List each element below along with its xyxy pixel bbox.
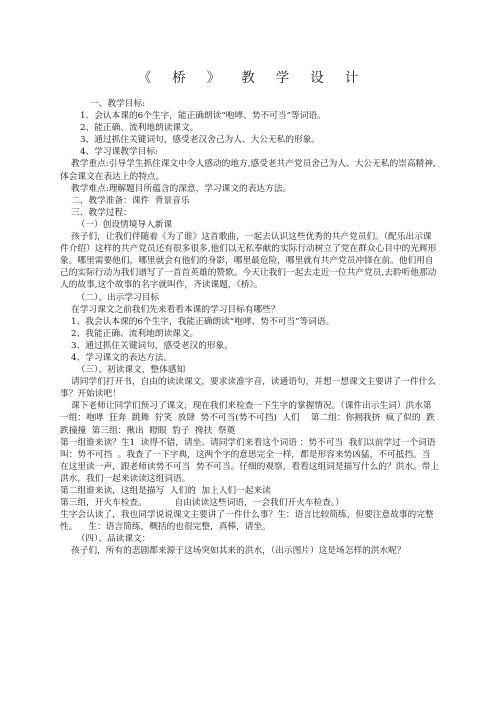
paragraph: 2、能正确、流利地朗读课文。 <box>80 123 199 134</box>
paragraph: （一）创设情境导入新课 <box>60 219 173 230</box>
paragraph: 生字会认读了，我也同学说说课文主要讲了一件什么事？生：语言比较简练，但要注意故事的完整性。 生：语言简练，概括的也很完整，真棒，请坐。 <box>60 510 434 533</box>
paragraph: 1、会认本课的6个生字，能正确朗读“咆哮、势不可当”等词语。 <box>80 111 326 122</box>
paragraph: 孩子们，所有的悲剧都来源于这场突如其来的洪水，（出示图片）这是场怎样的洪水呢？ <box>60 546 406 557</box>
paragraph: 在学习课文之前我们先来看看本课的学习目标有哪些？ <box>60 304 280 315</box>
paragraph: 课下老师让同学们预习了课文，现在我们来检查一下生字的掌握情况。（课件出示生词）洪水第一组：咆哮 狂奔 跳舞 狞笑 放肆 势不可当(势不可挡) 人们 第二组：你拥我挤 疯了似的 跌跌撞撞 第三组：揪出 瞪眼 豹子 搀扶 祭奠 <box>60 401 435 436</box>
paragraph: 第二组谁来读，这组是描写 人们的 加上人们一起来读 <box>60 486 271 496</box>
paragraph: 3、通过抓住关键词句，感受老汉的形象。 <box>60 340 233 351</box>
paragraph: 教学重点:引导学生抓住课文中令人感动的地方,感受老共产党员舍己为人、大公无私的崇高精神,体会课文在表达上的特点。 <box>60 159 436 182</box>
paragraph: 1、我会认本课的6个生字，我能正确朗读“咆哮、势不可当”等词语。 <box>60 316 335 327</box>
paragraph: （三）、初读课文，整体感知 <box>60 365 186 376</box>
paragraph: 第三组，开火车检查。 自由读读这些词语，一会我们开火车检查。） <box>60 498 344 509</box>
paragraph: 4、学习课教学目标: <box>80 147 158 158</box>
paragraph: 二、教学准备：课件 背景音乐 <box>60 195 190 206</box>
paragraph: 三、教学过程： <box>60 207 132 218</box>
paragraph: 教学难点:理解题目所蕴含的深意，学习课文的表达方法。 <box>60 183 292 194</box>
paragraph: （二）、出示学习目标 <box>60 292 160 303</box>
paragraph: 第一组谁来读？生1 读得不错，请坐。请同学们来看这个词语 ：势不可当 我们以前学过一个词语叫：势不可挡 。我查了一下字典，这两个字的意思完全一样，都是形容来势凶猛，不可抵挡。当 在这里读一声，跟老师读势不可当 势不可当。仔细的观察，看看这组词是描写什么的？洪水。带上洪水，我们一起来读读这组词语。 <box>60 437 440 484</box>
paragraph: 4、学习课文的表达方法。 <box>60 352 173 363</box>
paragraph: 请同学们打开书，自由的读读课文，要求读准字音，读通语句，并想一想课文主要讲了一件什么事？开始读吧！ <box>60 377 436 400</box>
document-title: 《桥》教学设计 <box>137 70 380 86</box>
paragraph: 2、我能正确、流利地朗读课文。 <box>60 328 199 339</box>
paragraph: 3、通过抓住关键词句，感受老汉舍己为人、大公无私的形象。 <box>80 135 321 146</box>
paragraph: 一、教学目标: <box>90 99 146 109</box>
paragraph: 孩子们，让我们伴随着《为了谁》这首歌曲，一起去认识这些优秀的共产党员们。（配乐出示课件介绍）这样的共产党员还有很多很多,他们以无私奉献的实际行动树立了党在群众心目中的光辉形象。哪里需要他们，哪里就会有他们的身影，哪里最危险，哪里就有共产党员冲锋在前。他们用自己的实际行动为我们谱写了一首首英雄的赞歌。今天让我们一起去走近一位共产党员,去聆听他那动人的故事,这个故事的名字就叫作，齐读课题，《桥》。 <box>60 232 437 291</box>
paragraph: （四）、品读课文： <box>60 534 151 545</box>
document-body <box>60 98 440 558</box>
